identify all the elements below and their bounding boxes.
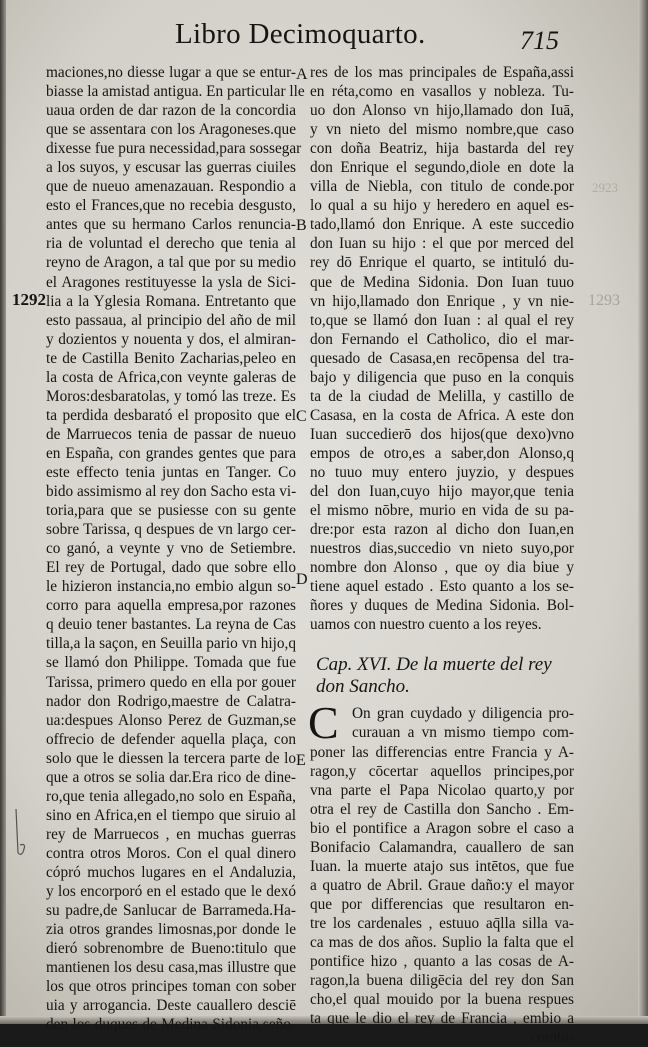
text-line: su padre,de Sanlucar de Barrameda.Ha-	[46, 902, 296, 920]
text-line: ta que le dio el rey de Francia , embio a	[310, 1010, 574, 1028]
text-line: contra otros Moros. Con el qual dinero	[46, 844, 296, 862]
text-line: don Iuan su hijo : el que por merced del	[310, 235, 574, 253]
text-line: nombre don Alonso , que oy dia biue y	[310, 559, 574, 577]
text-line: y los encorporó en el estado que le dexó	[46, 883, 296, 901]
text-line: este effecto tenia juntas en Tanger. Co	[46, 463, 296, 481]
text-line: sino en Africa,en el tiempo que siruio al	[46, 806, 296, 824]
text-line: uamos con nuestro cuento a los reyes.	[310, 616, 542, 634]
text-line: den los duques de Medina Sidonia,seño-	[46, 1016, 296, 1034]
text-line: solo que le diessen la tercera parte de lo	[46, 749, 296, 767]
running-header-title: Libro Decimoquarto.	[175, 18, 426, 50]
text-line: a quatro de Abril. Graue daño:y el mayor	[310, 876, 574, 894]
text-line: que de nueuo amenazauan. Respondio a	[46, 178, 296, 196]
drop-cap: C	[308, 697, 339, 749]
text-line: cópró muchos lugares en el Andaluzia,	[46, 863, 296, 881]
text-line: en réta,como en vasallos y nobleza. Tu-	[310, 83, 574, 101]
text-line: bio el pontifice a Aragon sobre el caso a	[310, 819, 574, 837]
page-edge-left	[0, 0, 6, 1024]
text-line: que por differencias que resultaron en-	[310, 895, 574, 913]
text-line: cho,el qual mouido por la buena respues	[310, 991, 574, 1009]
text-line: ta perdida desbarató el proposito que el	[46, 406, 296, 424]
text-line: corro para aquella empresa,por razones	[46, 597, 296, 615]
text-line: Iuan succedierō dos hijos(que dexo)vno	[310, 425, 574, 443]
text-line: se llamó don Philippe. Tomada que fue	[46, 654, 296, 672]
margin-year-bleedthrough: 1293	[588, 292, 620, 309]
text-line: del don Iuan,cuyo hijo mayor,que tenia	[310, 483, 574, 501]
text-line: lia a la Yglesia Romana. Entretanto que	[46, 292, 296, 310]
text-line: sobre Tarissa, q despues de vn largo cer-	[46, 521, 296, 539]
section-letter-e: E	[296, 752, 306, 769]
text-line: otra el rey de Castilla don Sancho . Em-	[310, 800, 574, 818]
right-column-text	[310, 63, 574, 634]
text-line: y dozientos y nouenta y dos, el almiran-	[46, 330, 296, 348]
text-line: rey de Marruecos , en muchas guerras	[46, 825, 296, 843]
left-column	[46, 63, 305, 1034]
text-line: villa de Niebla, con titulo de conde.por	[310, 178, 574, 196]
text-line: q deuio tener bastantes. La reyna de Cas	[46, 616, 296, 634]
text-line: la costa de Africa,con veynte galeras de	[46, 368, 296, 386]
text-line: reyno de Aragon, a tal que por su medio	[46, 254, 296, 272]
text-line: quesado de Casasa,en recōpensa del tra-	[310, 349, 574, 367]
text-line: mantienen los desu casa,mas illustre que	[46, 959, 296, 977]
text-line: co ganó, a veynte y vno de Setiembre.	[46, 540, 296, 558]
section-letter-b: B	[296, 217, 307, 234]
text-line: en España, con grandes gentes que para	[46, 444, 296, 462]
text-line: maciones,no diesse lugar a que se entur-	[46, 64, 296, 81]
text-line: bido assimismo al rey don Sacho esta vi-	[46, 483, 297, 501]
text-line: que se assentara con los Aragoneses.que	[46, 121, 296, 139]
page-edge-right	[638, 0, 648, 1024]
text-line: el Aragones restituyesse la ysla de Sici-	[46, 273, 296, 291]
text-line: curauan a vn mismo tiempo com-	[352, 724, 574, 742]
text-line: zia otros grandes limosnas,por donde le	[46, 921, 296, 939]
text-line: no tuuo muy entero juyzio, y despues	[310, 463, 574, 481]
text-line: ca mas de dos años. Suplio la falta que el	[310, 933, 574, 951]
chapter-body	[308, 697, 574, 1028]
section-letter-a: A	[296, 66, 308, 83]
text-line: con doña Beatriz, hija bastarda del rey	[310, 140, 574, 158]
text-line: bajo y diligencia que puso en la conquis	[310, 368, 574, 386]
text-line: de Marruecos tenia de passar de nueuo	[46, 425, 296, 443]
text-line: esto passaua, al principio del año de mil	[46, 311, 296, 329]
text-line: que a otros se solia dar.Era rico de dine-	[46, 768, 296, 786]
text-line: nuestros dias,succedio vn nieto suyo,por	[310, 540, 574, 558]
catchword: combi-	[530, 1029, 574, 1047]
chapter-heading-line: Cap. XVI. De la muerte del rey	[316, 654, 552, 676]
text-line: uo don Alonso vn hijo,llamado don Iuā,	[310, 102, 574, 120]
text-line: esto el Frances,que no recebia desgusto,	[46, 197, 296, 215]
text-line: ta de la ciudad de Melilla, y castillo de	[310, 387, 574, 405]
section-letter-d: D	[296, 571, 308, 588]
text-line: y vn nieto del mismo nombre,que caso	[310, 121, 574, 139]
text-line: uia y arrogancia. Deste cauallero desciē	[46, 997, 296, 1015]
text-line: poner las differencias entre Francia y A-	[310, 743, 574, 761]
section-letter-c: C	[296, 408, 307, 425]
text-line: que de Medina Sidonia. Don Iuan tuuo	[310, 273, 574, 291]
text-line: dre:por esta razon al dicho don Iuan,en	[310, 521, 574, 539]
chapter-heading-line: don Sancho.	[316, 676, 410, 698]
text-line: tre los cardenales , estuuo aq̄lla silla va-	[310, 914, 574, 932]
text-line: tilla,a la saçon, en Seuilla pario vn hijo,q	[46, 635, 296, 653]
pencil-mark	[8, 805, 30, 865]
text-line: On gran cuydado y diligencia pro-	[352, 705, 574, 723]
text-line: don Fernando el Catholico, dio el mar-	[310, 330, 574, 348]
text-line: dieró sobrenombre de Bueno:titulo que	[46, 940, 296, 958]
text-line: vn hijo,llamado don Enrique , y vn nie-	[310, 292, 574, 310]
text-line: tiene aquel estado . Esto quanto a los se-	[310, 578, 574, 596]
text-line: lo qual a su hijo y heredero en aquel es-	[310, 197, 574, 215]
text-line: ro,que tenia allegado,no solo en España,	[46, 787, 296, 805]
text-line: rey dō Enrique el quarto, se intituló du-	[310, 254, 574, 272]
text-line: uaua orden de dar razon de la concordia	[46, 102, 296, 120]
text-line: Casasa, en la costa de Africa. A este don	[310, 406, 574, 424]
text-line: Iuan. la muerte atajo sus intētos, que fue	[310, 857, 574, 875]
text-line: El rey de Portugal, dado que sobre ello	[46, 559, 296, 577]
text-line: vna parte el Papa Nicolao quarto,y por	[310, 781, 574, 799]
right-column	[310, 63, 574, 1047]
text-line: te de Castilla Benito Zacharias,peleo en	[46, 349, 296, 367]
chapter-heading	[316, 654, 574, 698]
text-line: Tarissa, primero quedo en ella por gouer	[46, 673, 296, 691]
text-line: le hizieron instancia,no embio algun so-	[46, 578, 296, 596]
text-line: a los suyos, y escusar las guerras ciuiles	[46, 159, 296, 177]
text-line: ragon,la buena diligēcia del rey don San	[310, 972, 574, 990]
margin-faint-mark: 2923	[592, 180, 618, 195]
text-line: res de los mas principales de España,assi	[310, 64, 574, 81]
text-line: don Enrique el segundo,diole en dote la	[310, 159, 574, 177]
text-line: tado,llamó don Enrique. A este succedio	[310, 216, 574, 234]
text-line: los que otros principes toman con sober	[46, 978, 296, 996]
text-line: Bonifacio Calamandra, cauallero de san	[310, 838, 574, 856]
text-line: offrecio de defender aquella plaça, con	[46, 730, 296, 748]
text-line: dixesse fue pura necessidad,para sossegar	[46, 140, 302, 158]
margin-year-left: 1292	[12, 290, 46, 309]
text-line: ñores y duques de Medina Sidonia. Bol-	[310, 597, 574, 615]
text-line: el mismo nōbre, murio en vida de su pa-	[310, 502, 574, 520]
text-line: toria,para que se pusiesse con su gente	[46, 502, 296, 520]
text-line: nador don Rodrigo,maestre de Calatra-	[46, 692, 296, 710]
text-line: empos de otro,es a saber,don Alonso,q	[310, 444, 574, 462]
text-line: biasse la amistad antigua. En particular lle	[46, 83, 305, 101]
text-line: antes que su hermano Carlos renuncia-	[46, 216, 296, 234]
text-line: ragon,y cōcertar aquellos principes,por	[310, 762, 574, 780]
text-line: to,que se llamó don Iuan : al qual el rey	[310, 311, 574, 329]
page-number: 715	[520, 26, 559, 55]
text-line: ua:despues Alonso Perez de Guzman,se	[46, 711, 296, 729]
text-line: pontifice hizo , quanto a las cosas de A-	[310, 953, 574, 971]
text-line: Moros:desbaratolas, y tomó las treze. Es	[46, 387, 296, 405]
text-line: ria de voluntad el derecho que tenia al	[46, 235, 296, 253]
